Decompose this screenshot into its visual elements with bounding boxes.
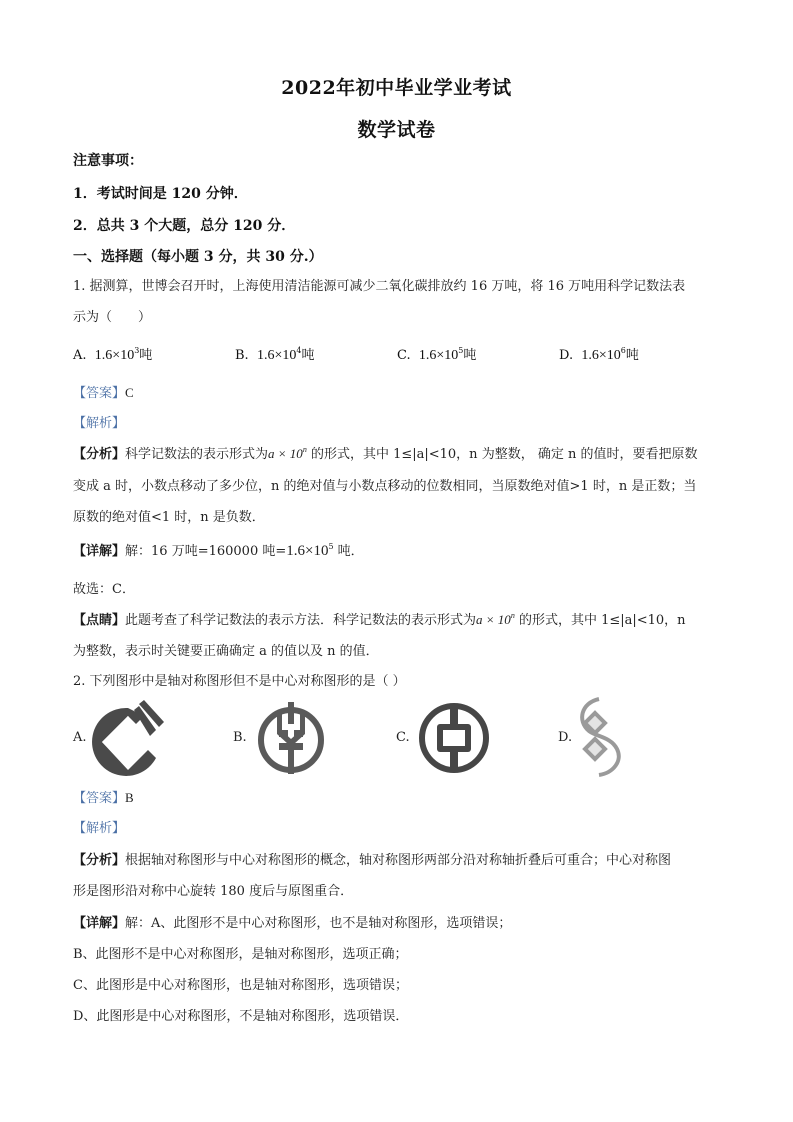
q1-stem-line1: 1. 据测算，世博会召开时，上海使用清洁能源可减少二氧化碳排放约 16 万吨，将 16 万吨用科学记数法表 <box>73 279 686 294</box>
formula-exponent: 5 <box>328 542 334 551</box>
bank-logo-d-icon <box>575 695 625 777</box>
option-unit: 吨 <box>301 348 315 363</box>
q1-option-a <box>73 344 152 364</box>
option-unit: 吨 <box>139 348 153 363</box>
xiangjie-tag: 【详解】 <box>73 916 126 931</box>
q2-analysis-tag: 【解析】 <box>73 821 126 836</box>
xiangjie-tag: 【详解】 <box>73 544 126 559</box>
note-item-2: 2．总共 3 个大题，总分 120 分． <box>73 218 296 234</box>
text: 此题考查了科学记数法的表示方法．科学记数法的表示形式为 <box>125 613 477 628</box>
q1-xiangjie <box>73 540 364 560</box>
q2-option-b-label: B. <box>233 730 247 745</box>
option-label: D. <box>559 348 574 363</box>
text: 解：16 万吨=160000 吨= <box>125 544 287 559</box>
text: 解：A、此图形不是中心对称图形，也不是轴对称图形，选项错误； <box>125 916 512 931</box>
option-value: 1.6×10 <box>94 348 135 363</box>
option-exponent: 4 <box>296 346 302 355</box>
bank-logo-c-icon <box>418 700 490 776</box>
answer-value: C <box>125 385 134 400</box>
q2-xiangjie-line1 <box>73 912 511 931</box>
option-exponent: 6 <box>620 346 626 355</box>
option-unit: 吨 <box>625 348 639 363</box>
q1-guxuan: 故选：C． <box>73 582 135 597</box>
option-unit: 吨 <box>463 348 477 363</box>
section-heading: 一、选择题（每小题 3 分，共 30 分.） <box>73 249 323 265</box>
q2-option-a-label: A. <box>73 730 87 745</box>
q1-dianjing-line2: 为整数，表示时关键要正确确定 a 的值以及 n 的值． <box>73 644 379 659</box>
q1-answer <box>73 382 134 401</box>
option-exponent: 5 <box>458 346 464 355</box>
option-value: 1.6×10 <box>256 348 297 363</box>
q2-xiangjie-line4: D、此图形是中心对称图形，不是轴对称图形，选项错误． <box>73 1009 409 1024</box>
text: 根据轴对称图形与中心对称图形的概念，轴对称图形两部分沿对称轴折叠后可重合；中心对称图 <box>125 853 672 868</box>
q1-fenxi-line1 <box>73 443 697 462</box>
option-label: B. <box>235 348 249 363</box>
text: 的形式，其中 1≤|a|<10，n 为整数， 确定 n 的值时，要看把原数 <box>306 447 698 462</box>
option-label: C. <box>397 348 411 363</box>
q1-stem-line2: 示为（ ） <box>73 310 152 325</box>
q1-option-c <box>397 344 476 364</box>
q1-analysis-tag: 【解析】 <box>73 416 126 431</box>
fenxi-tag: 【分析】 <box>73 447 126 462</box>
bank-logo-b-icon <box>255 700 327 776</box>
note-item-1: 1．考试时间是 120 分钟． <box>73 186 248 202</box>
q2-fenxi-line1 <box>73 849 671 868</box>
q2-stem: 2. 下列图形中是轴对称图形但不是中心对称图形的是（ ） <box>73 674 406 689</box>
bank-logo-a-icon <box>92 700 164 776</box>
formula: a × 10 <box>476 612 511 627</box>
formula-exponent: n <box>510 611 515 620</box>
fenxi-tag: 【分析】 <box>73 853 126 868</box>
answer-tag: 【答案】 <box>73 791 126 806</box>
exam-title: 2022年初中毕业学业考试 <box>281 77 512 99</box>
notes-heading: 注意事项： <box>73 153 143 169</box>
q1-option-b <box>235 344 314 364</box>
q1-fenxi-line2: 变成 a 时，小数点移动了多少位，n 的绝对值与小数点移动的位数相同，当原数绝对值>1 时，n 是正数；当 <box>73 479 697 494</box>
formula-exponent: n <box>302 445 307 454</box>
answer-value: B <box>125 790 134 805</box>
formula: 1.6×10 <box>286 543 329 559</box>
q2-option-d-label: D. <box>558 730 573 745</box>
text: 科学记数法的表示形式为 <box>125 447 269 462</box>
q1-fenxi-line3: 原数的绝对值<1 时，n 是负数． <box>73 510 265 525</box>
q2-xiangjie-line3: C、此图形是中心对称图形，也是轴对称图形，选项错误； <box>73 978 408 993</box>
text: 吨． <box>333 544 364 559</box>
q2-xiangjie-line2: B、此图形不是中心对称图形，是轴对称图形，选项正确； <box>73 947 408 962</box>
q2-answer <box>73 787 134 806</box>
option-value: 1.6×10 <box>418 348 459 363</box>
option-label: A. <box>73 348 87 363</box>
formula: a × 10 <box>268 446 303 461</box>
q2-option-c-label: C. <box>396 730 410 745</box>
exam-subtitle: 数学试卷 <box>357 119 436 141</box>
option-exponent: 3 <box>134 346 140 355</box>
answer-tag: 【答案】 <box>73 386 126 401</box>
text: 的形式，其中 1≤|a|<10，n <box>514 613 686 628</box>
dianjing-tag: 【点睛】 <box>73 613 126 628</box>
q1-option-d <box>559 344 639 364</box>
q1-dianjing-line1 <box>73 609 686 628</box>
option-value: 1.6×10 <box>581 348 621 363</box>
q2-fenxi-line2: 形是图形沿对称中心旋转 180 度后与原图重合． <box>73 884 354 899</box>
